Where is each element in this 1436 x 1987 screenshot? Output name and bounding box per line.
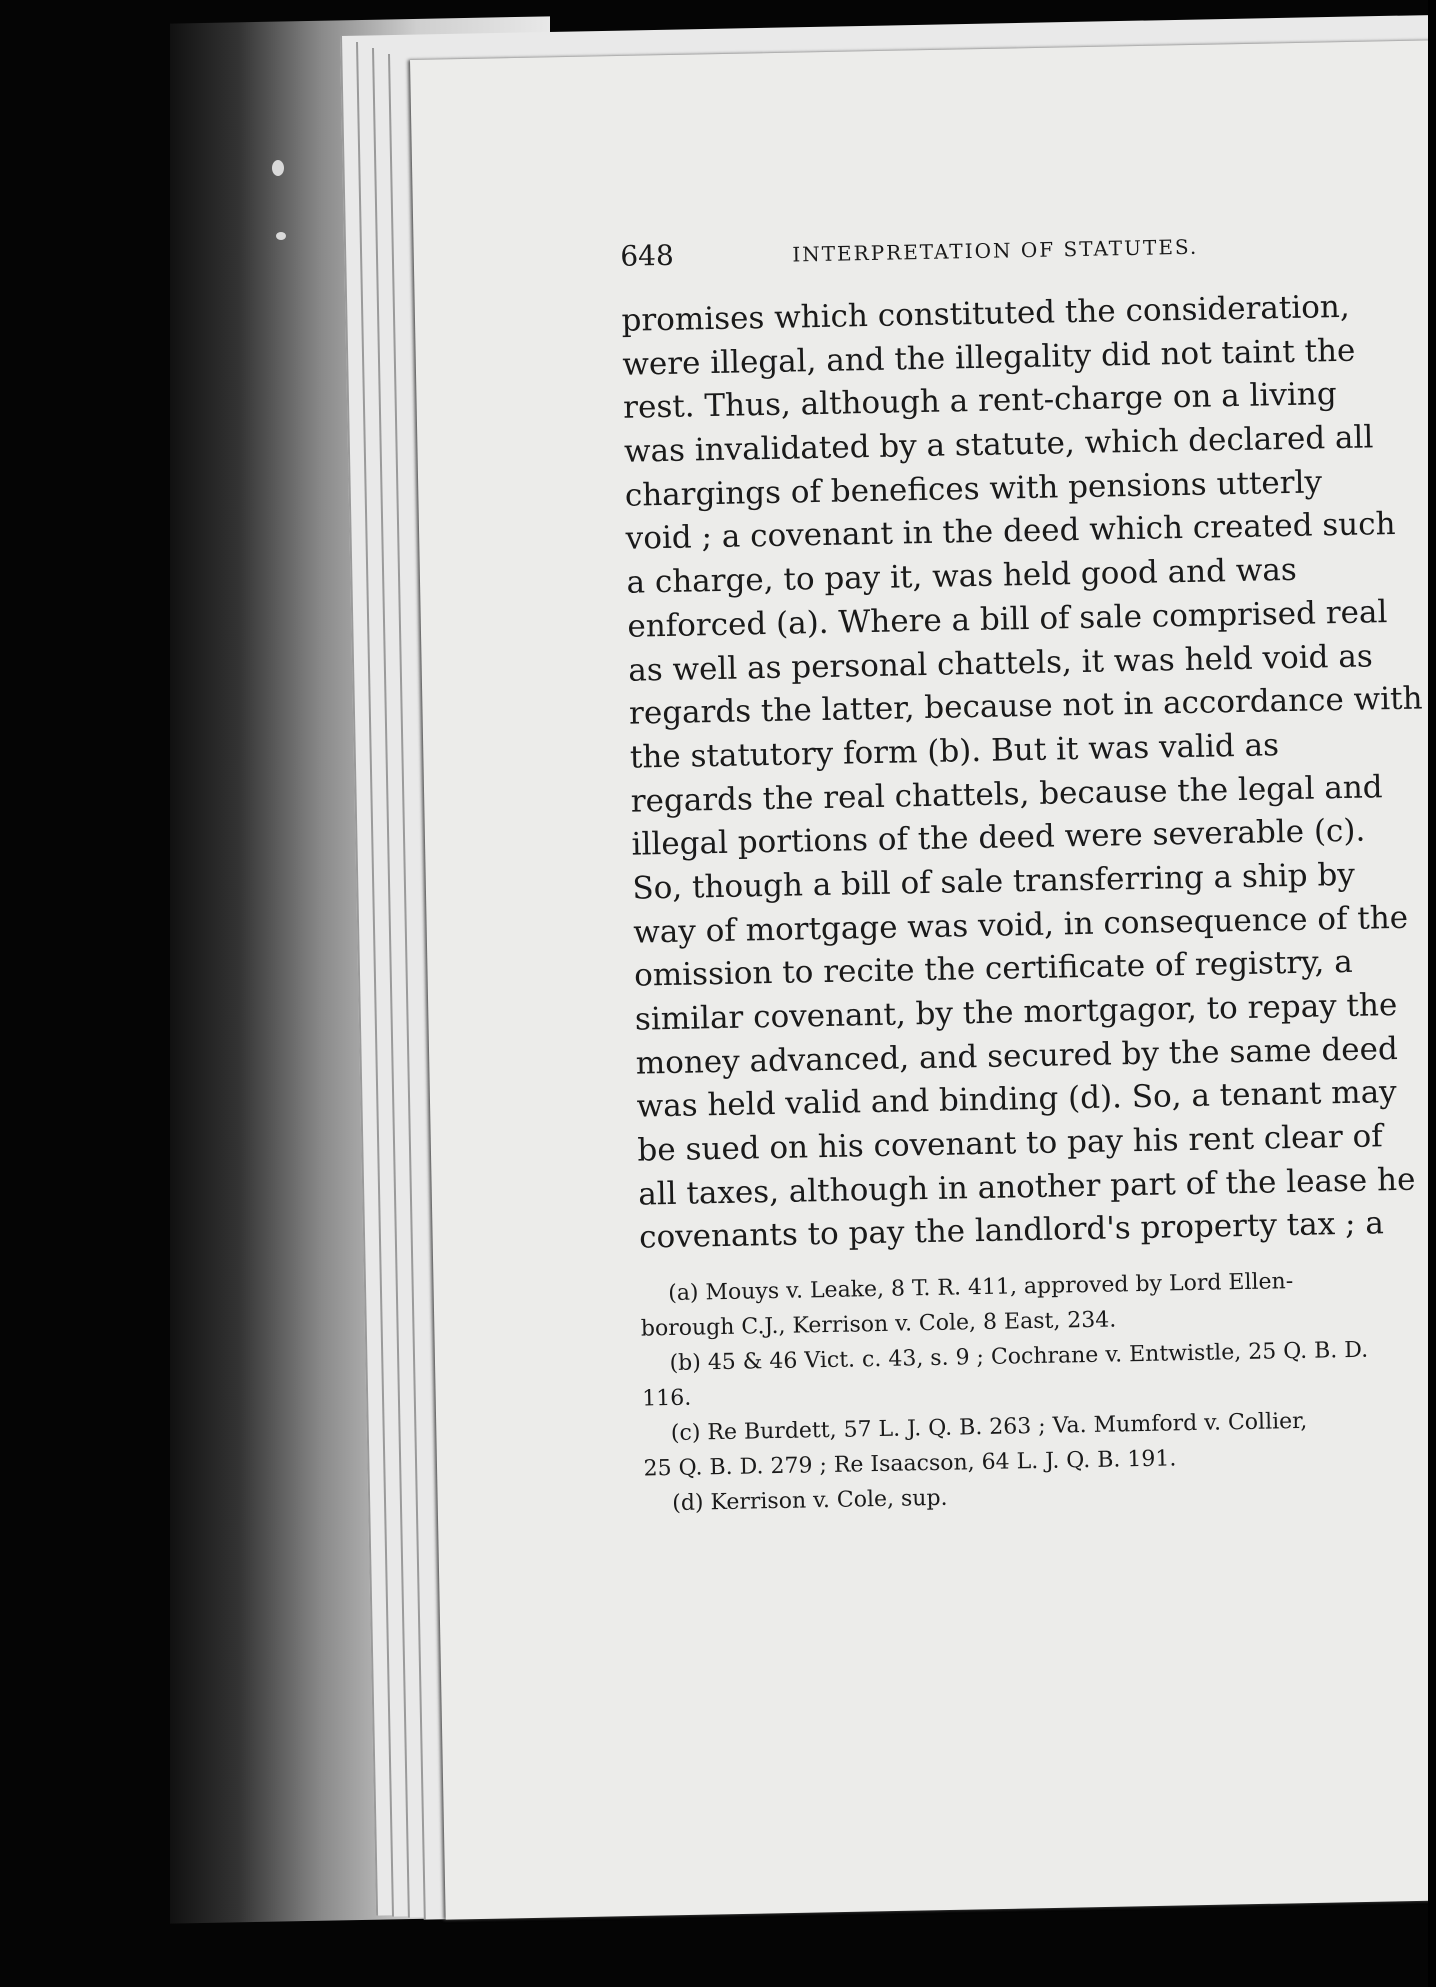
body-line: regards the latter, because not in accordance with <box>628 680 1423 732</box>
body-line: regards the real chattels, because the legal and <box>630 768 1383 820</box>
body-line: omission to recite the certificate of registry, a <box>633 944 1354 994</box>
body-line: the statutory form (b). But it was valid as <box>629 727 1280 776</box>
body-line: chargings of benefices with pensions utterly <box>624 464 1323 514</box>
page-content <box>608 223 1436 1522</box>
body-line: money advanced, and secured by the same deed <box>635 1030 1399 1082</box>
body-line: covenants to pay the landlord's property tax ; a <box>638 1205 1385 1257</box>
right-edge-shadow <box>1428 0 1436 1987</box>
body-line: rest. Thus, although a rent-charge on a living <box>622 376 1337 427</box>
body-line: were illegal, and the illegality did not taint the <box>622 332 1356 383</box>
footnote-c: (c) Re Burdett, 57 L. J. Q. B. 263 ; Va. Mumford v. Collier, <box>670 1408 1308 1447</box>
body-text <box>621 283 1436 1261</box>
body-line: way of mortgage was void, in consequence of the <box>632 899 1409 951</box>
footnote-b-cont: 116. <box>642 1385 692 1412</box>
footnote-c-cont: 25 Q. B. D. 279 ; Re Isaacson, 64 L. J. Q. B. 191. <box>643 1446 1177 1482</box>
body-line: void ; a covenant in the deed which created such <box>625 506 1396 558</box>
running-title: INTERPRETATION OF STATUTES. <box>792 234 1199 267</box>
footnote-a: (a) Mouys v. Leake, 8 T. R. 411, approved by Lord Ellen- <box>667 1269 1294 1307</box>
body-line: was invalidated by a statute, which declared all <box>623 419 1374 470</box>
body-line: illegal portions of the deed were severable (c). <box>631 812 1366 863</box>
body-line: So, though a bill of sale transferring a ship by <box>632 856 1356 907</box>
body-line: be sued on his covenant to pay his rent clear of <box>637 1118 1384 1169</box>
body-line: all taxes, although in another part of the lease he <box>637 1161 1416 1213</box>
dust-speck <box>276 232 286 240</box>
page-number: 648 <box>619 238 675 273</box>
body-line: a charge, to pay it, was held good and was <box>626 551 1298 601</box>
footnote-b: (b) 45 & 46 Vict. c. 43, s. 9 ; Cochrane v. Entwistle, 25 Q. B. D. <box>669 1337 1369 1377</box>
body-line: similar covenant, by the mortgagor, to repay the <box>634 986 1398 1038</box>
body-line: promises which constituted the consideration, <box>621 288 1350 339</box>
dust-speck <box>272 160 284 176</box>
footnote-d: (d) Kerrison v. Cole, sup. <box>672 1485 948 1517</box>
body-line: was held valid and binding (d). So, a tenant may <box>636 1074 1397 1125</box>
footnotes <box>640 1260 1436 1522</box>
body-line: as well as personal chattels, it was held void as <box>627 637 1374 689</box>
footnote-a-cont: borough C.J., Kerrison v. Cole, 8 East, 234. <box>640 1307 1117 1342</box>
body-line: enforced (a). Where a bill of sale comprised real <box>627 593 1388 645</box>
